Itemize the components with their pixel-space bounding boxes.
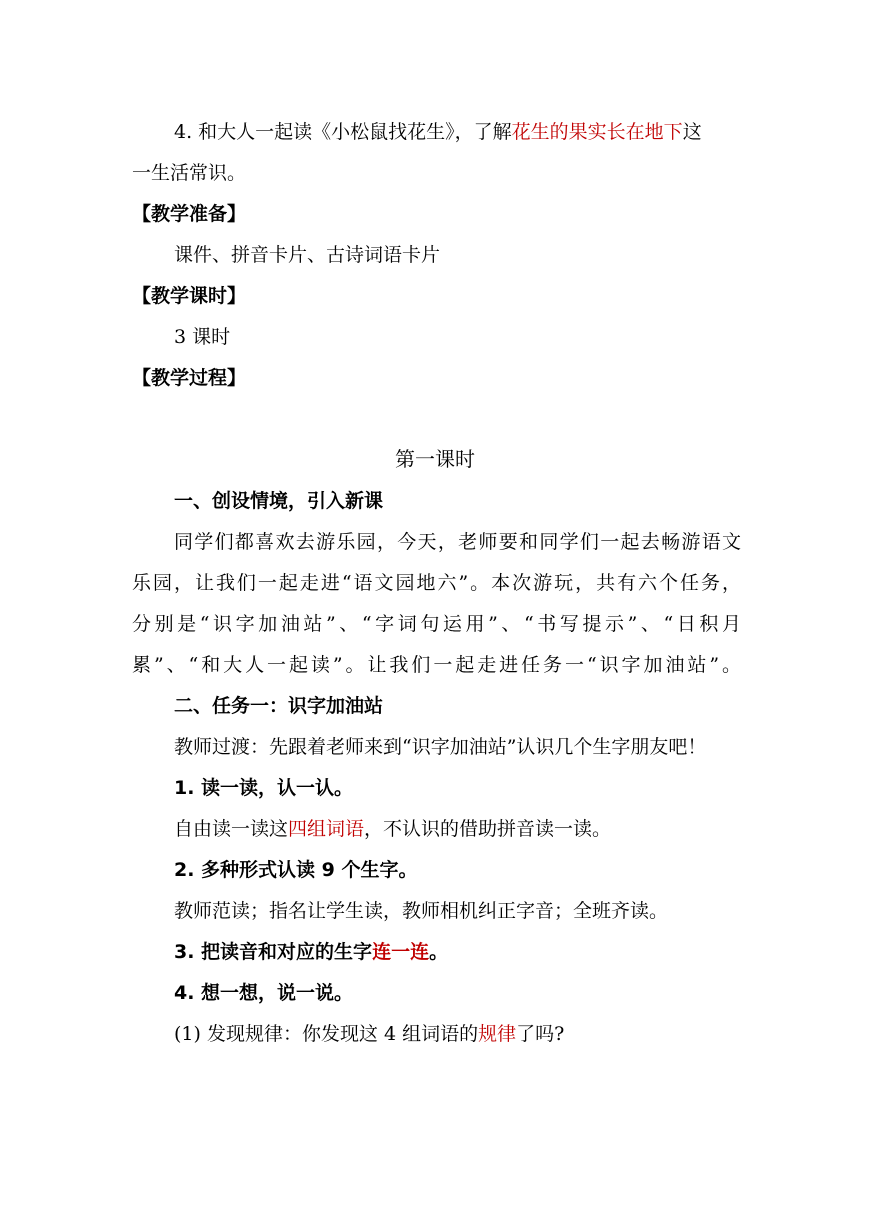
- item-1-highlight: 四组词语: [288, 818, 365, 840]
- item-3-highlight: 连一连: [372, 941, 430, 963]
- item-1-text-start: 自由读一读这: [174, 818, 289, 840]
- item-4-title: 4. 想一想，说一说。: [174, 982, 354, 1004]
- section-1-heading: 一、创设情境，引入新课: [174, 490, 384, 512]
- section-1-paragraph-line-1: 同学们都喜欢去游乐园，今天，老师要和同学们一起去畅游语文: [174, 531, 741, 553]
- item-1-text: [174, 817, 794, 841]
- heading-teaching-process: 【教学过程】: [132, 367, 247, 389]
- section-1-paragraph-line-3: 分别是“识字加油站”、“字词句运用”、“书写提示”、“日积月: [132, 613, 741, 635]
- teacher-transition: 教师过渡：先跟着老师来到“识字加油站”认识几个生字朋友吧！: [174, 736, 707, 758]
- heading-teaching-hours: 【教学课时】: [132, 285, 247, 307]
- item-4-highlight: 规律: [478, 1023, 517, 1045]
- item-4-question-start: (1) 发现规律：你发现这 4 组词语的: [174, 1023, 479, 1045]
- goal-4-line-2: 一生活常识。: [132, 162, 247, 184]
- section-2-heading: 二、任务一：识字加油站: [174, 695, 384, 717]
- goal-4-highlight: 花生的果实长在地下: [511, 121, 683, 143]
- item-3-title: [174, 940, 794, 964]
- goal-4-text: 4. 和大人一起读《小松鼠找花生》，了解: [174, 121, 512, 143]
- lesson-title: 第一课时: [395, 447, 475, 471]
- item-4-question-end: 了吗?: [516, 1023, 565, 1045]
- section-1-paragraph-line-2: 乐园，让我们一起走进“语文园地六”。本次游玩，共有六个任务，: [132, 572, 741, 594]
- teaching-hours-text: 3 课时: [174, 326, 231, 348]
- item-4-question: [174, 1022, 794, 1046]
- heading-teaching-preparation: 【教学准备】: [132, 203, 247, 225]
- item-1-text-end: ，不认识的借助拼音读一读。: [364, 818, 612, 840]
- item-2-title: 2. 多种形式认读 9 个生字。: [174, 859, 418, 881]
- item-3-title-start: 3. 把读音和对应的生字: [174, 941, 373, 963]
- item-1-title: 1. 读一读，认一认。: [174, 777, 354, 799]
- teaching-preparation-text: 课件、拼音卡片、古诗词语卡片: [174, 244, 441, 266]
- goal-4-line-1: [174, 120, 794, 144]
- item-3-title-end: 。: [429, 941, 449, 963]
- section-1-paragraph-line-4: 累”、“和大人一起读”。让我们一起走进任务一“识字加油站”。: [132, 654, 741, 676]
- item-2-text: 教师范读；指名让学生读，教师相机纠正字音；全班齐读。: [174, 900, 669, 922]
- goal-4-text-end: 这: [682, 121, 702, 143]
